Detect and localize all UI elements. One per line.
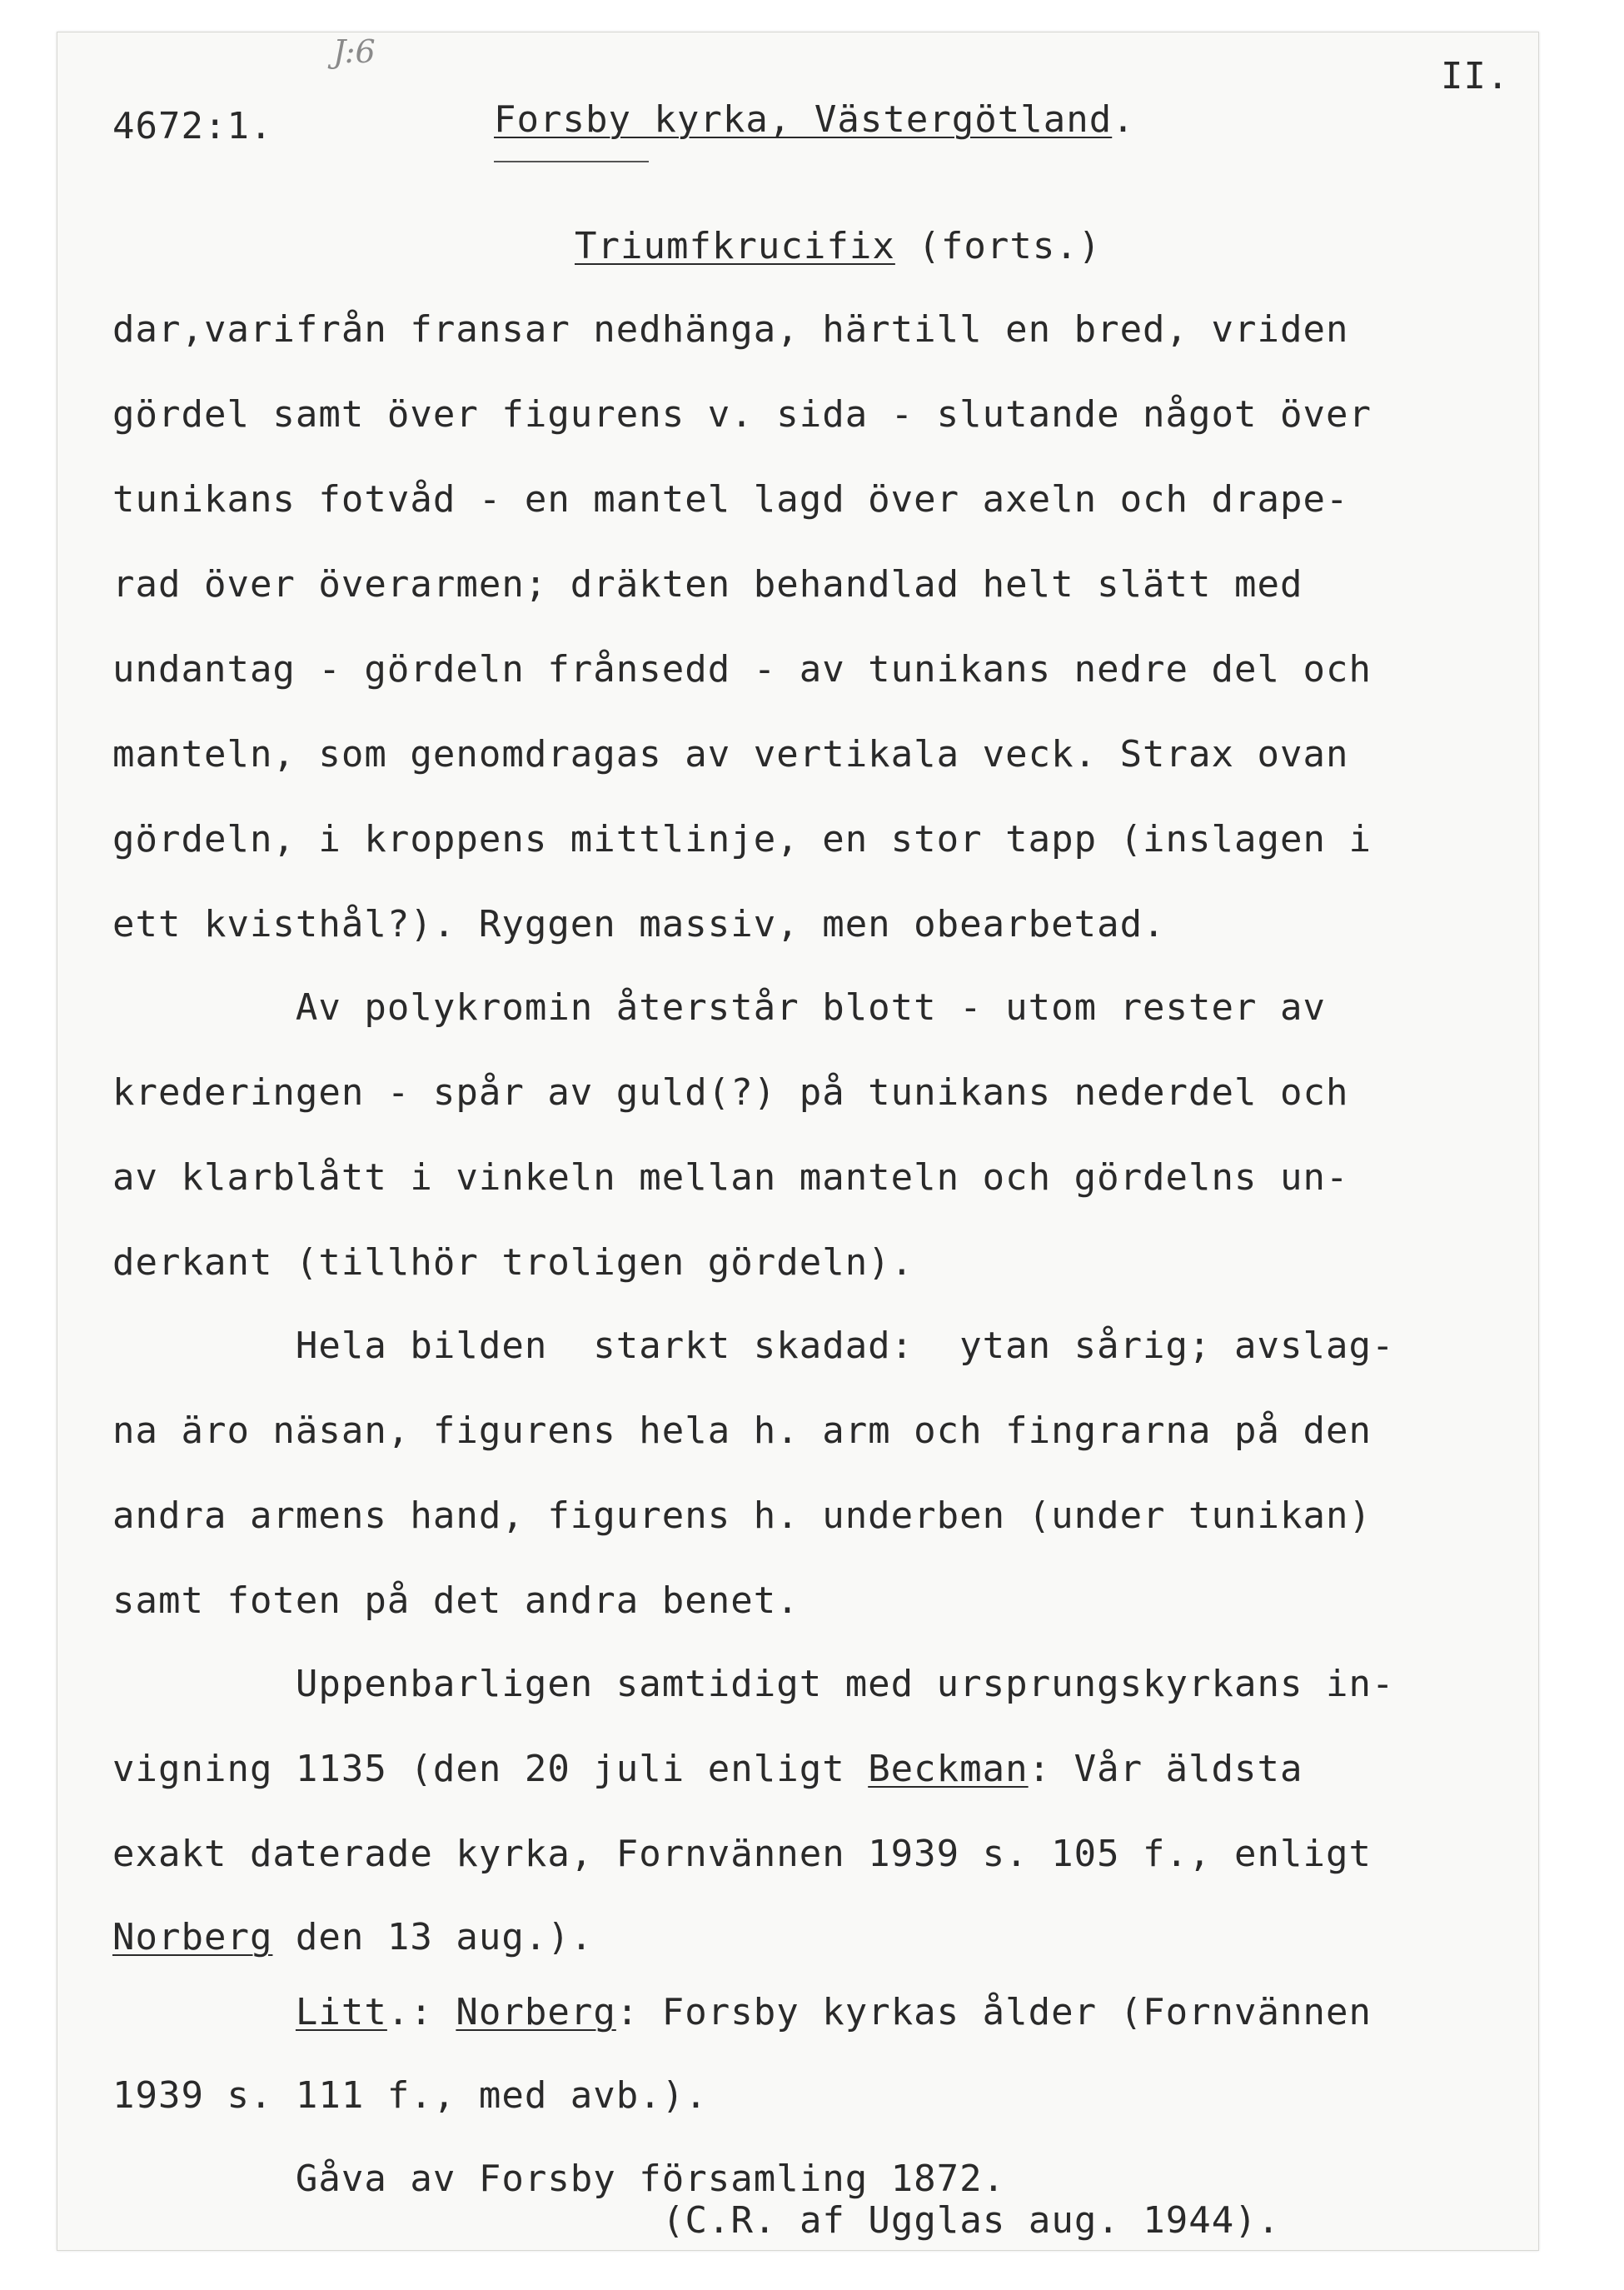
text-line: Av polykromin återstår blott - utom rester av: [112, 986, 1326, 1029]
text-line: krederingen - spår av guld(?) på tunikans nederdel och: [112, 1071, 1349, 1114]
reference-line: [112, 1916, 593, 1958]
pencil-annotation: J:6: [333, 33, 376, 70]
subtitle-main: Triumfkrucifix: [575, 225, 895, 267]
reference-line: [112, 1748, 1303, 1790]
author-name: Beckman: [868, 1748, 1029, 1790]
pencil-underline: [494, 161, 649, 162]
text-line: gördeln, i kroppens mittlinje, en stor tapp (inslagen i: [112, 818, 1372, 861]
ref-text: : Vår äldsta: [1028, 1748, 1303, 1790]
text-line: manteln, som genomdragas av vertikala veck. Strax ovan: [112, 733, 1349, 776]
indent: [112, 1991, 296, 2033]
text-line: gördel samt över figurens v. sida - slutande något över: [112, 393, 1372, 436]
section-subtitle: [575, 225, 1101, 267]
text-line: samt foten på det andra benet.: [112, 1579, 800, 1622]
text-line: Hela bilden starkt skadad: ytan sårig; avslag-: [112, 1325, 1395, 1367]
literature-label: Litt: [295, 1991, 387, 2033]
text-line: derkant (tillhör troligen gördeln).: [112, 1241, 914, 1284]
ref-text: den 13 aug.).: [272, 1916, 594, 1958]
text-line: av klarblått i vinkeln mellan manteln och gördelns un-: [112, 1156, 1349, 1199]
text-line: undantag - gördeln frånsedd - av tunikans nedre del och: [112, 648, 1372, 691]
ref-text: vigning 1135 (den 20 juli enligt: [112, 1748, 869, 1790]
text-line: na äro näsan, figurens hela h. arm och fingrarna på den: [112, 1409, 1372, 1452]
text-line: exakt daterade kyrka, Fornvännen 1939 s. 105 f., enligt: [112, 1833, 1372, 1875]
ref-text: : Forsby kyrkas ålder (Fornvännen: [615, 1991, 1372, 2033]
literature-colon: .:: [386, 1991, 456, 2033]
subtitle-rest: (forts.): [894, 225, 1102, 267]
text-line: tunikans fotvåd - en mantel lagd över axeln och drape-: [112, 478, 1349, 521]
catalog-number: 4672:1.: [112, 105, 273, 147]
text-line: ett kvisthål?). Ryggen massiv, men obearbetad.: [112, 903, 1166, 945]
signature: (C.R. af Ugglas aug. 1944).: [662, 2199, 1281, 2242]
text-line: rad över överarmen; dräkten behandlad helt slätt med: [112, 563, 1303, 606]
page-title: [494, 98, 1135, 141]
author-name: Norberg: [112, 1916, 273, 1958]
title-period: .: [1112, 98, 1135, 141]
gift-line: Gåva av Forsby församling 1872.: [112, 2158, 1006, 2200]
literature-line: [112, 1991, 1372, 2033]
text-line: 1939 s. 111 f., med avb.).: [112, 2074, 708, 2117]
text-line: Uppenbarligen samtidigt med ursprungskyrkans in-: [112, 1663, 1395, 1705]
author-name: Norberg: [456, 1991, 616, 2033]
title-text: Forsby kyrka, Västergötland: [494, 98, 1113, 141]
page-number: II.: [1441, 55, 1510, 97]
text-line: dar,varifrån fransar nedhänga, härtill en bred, vriden: [112, 308, 1349, 351]
text-line: andra armens hand, figurens h. underben (under tunikan): [112, 1494, 1372, 1537]
